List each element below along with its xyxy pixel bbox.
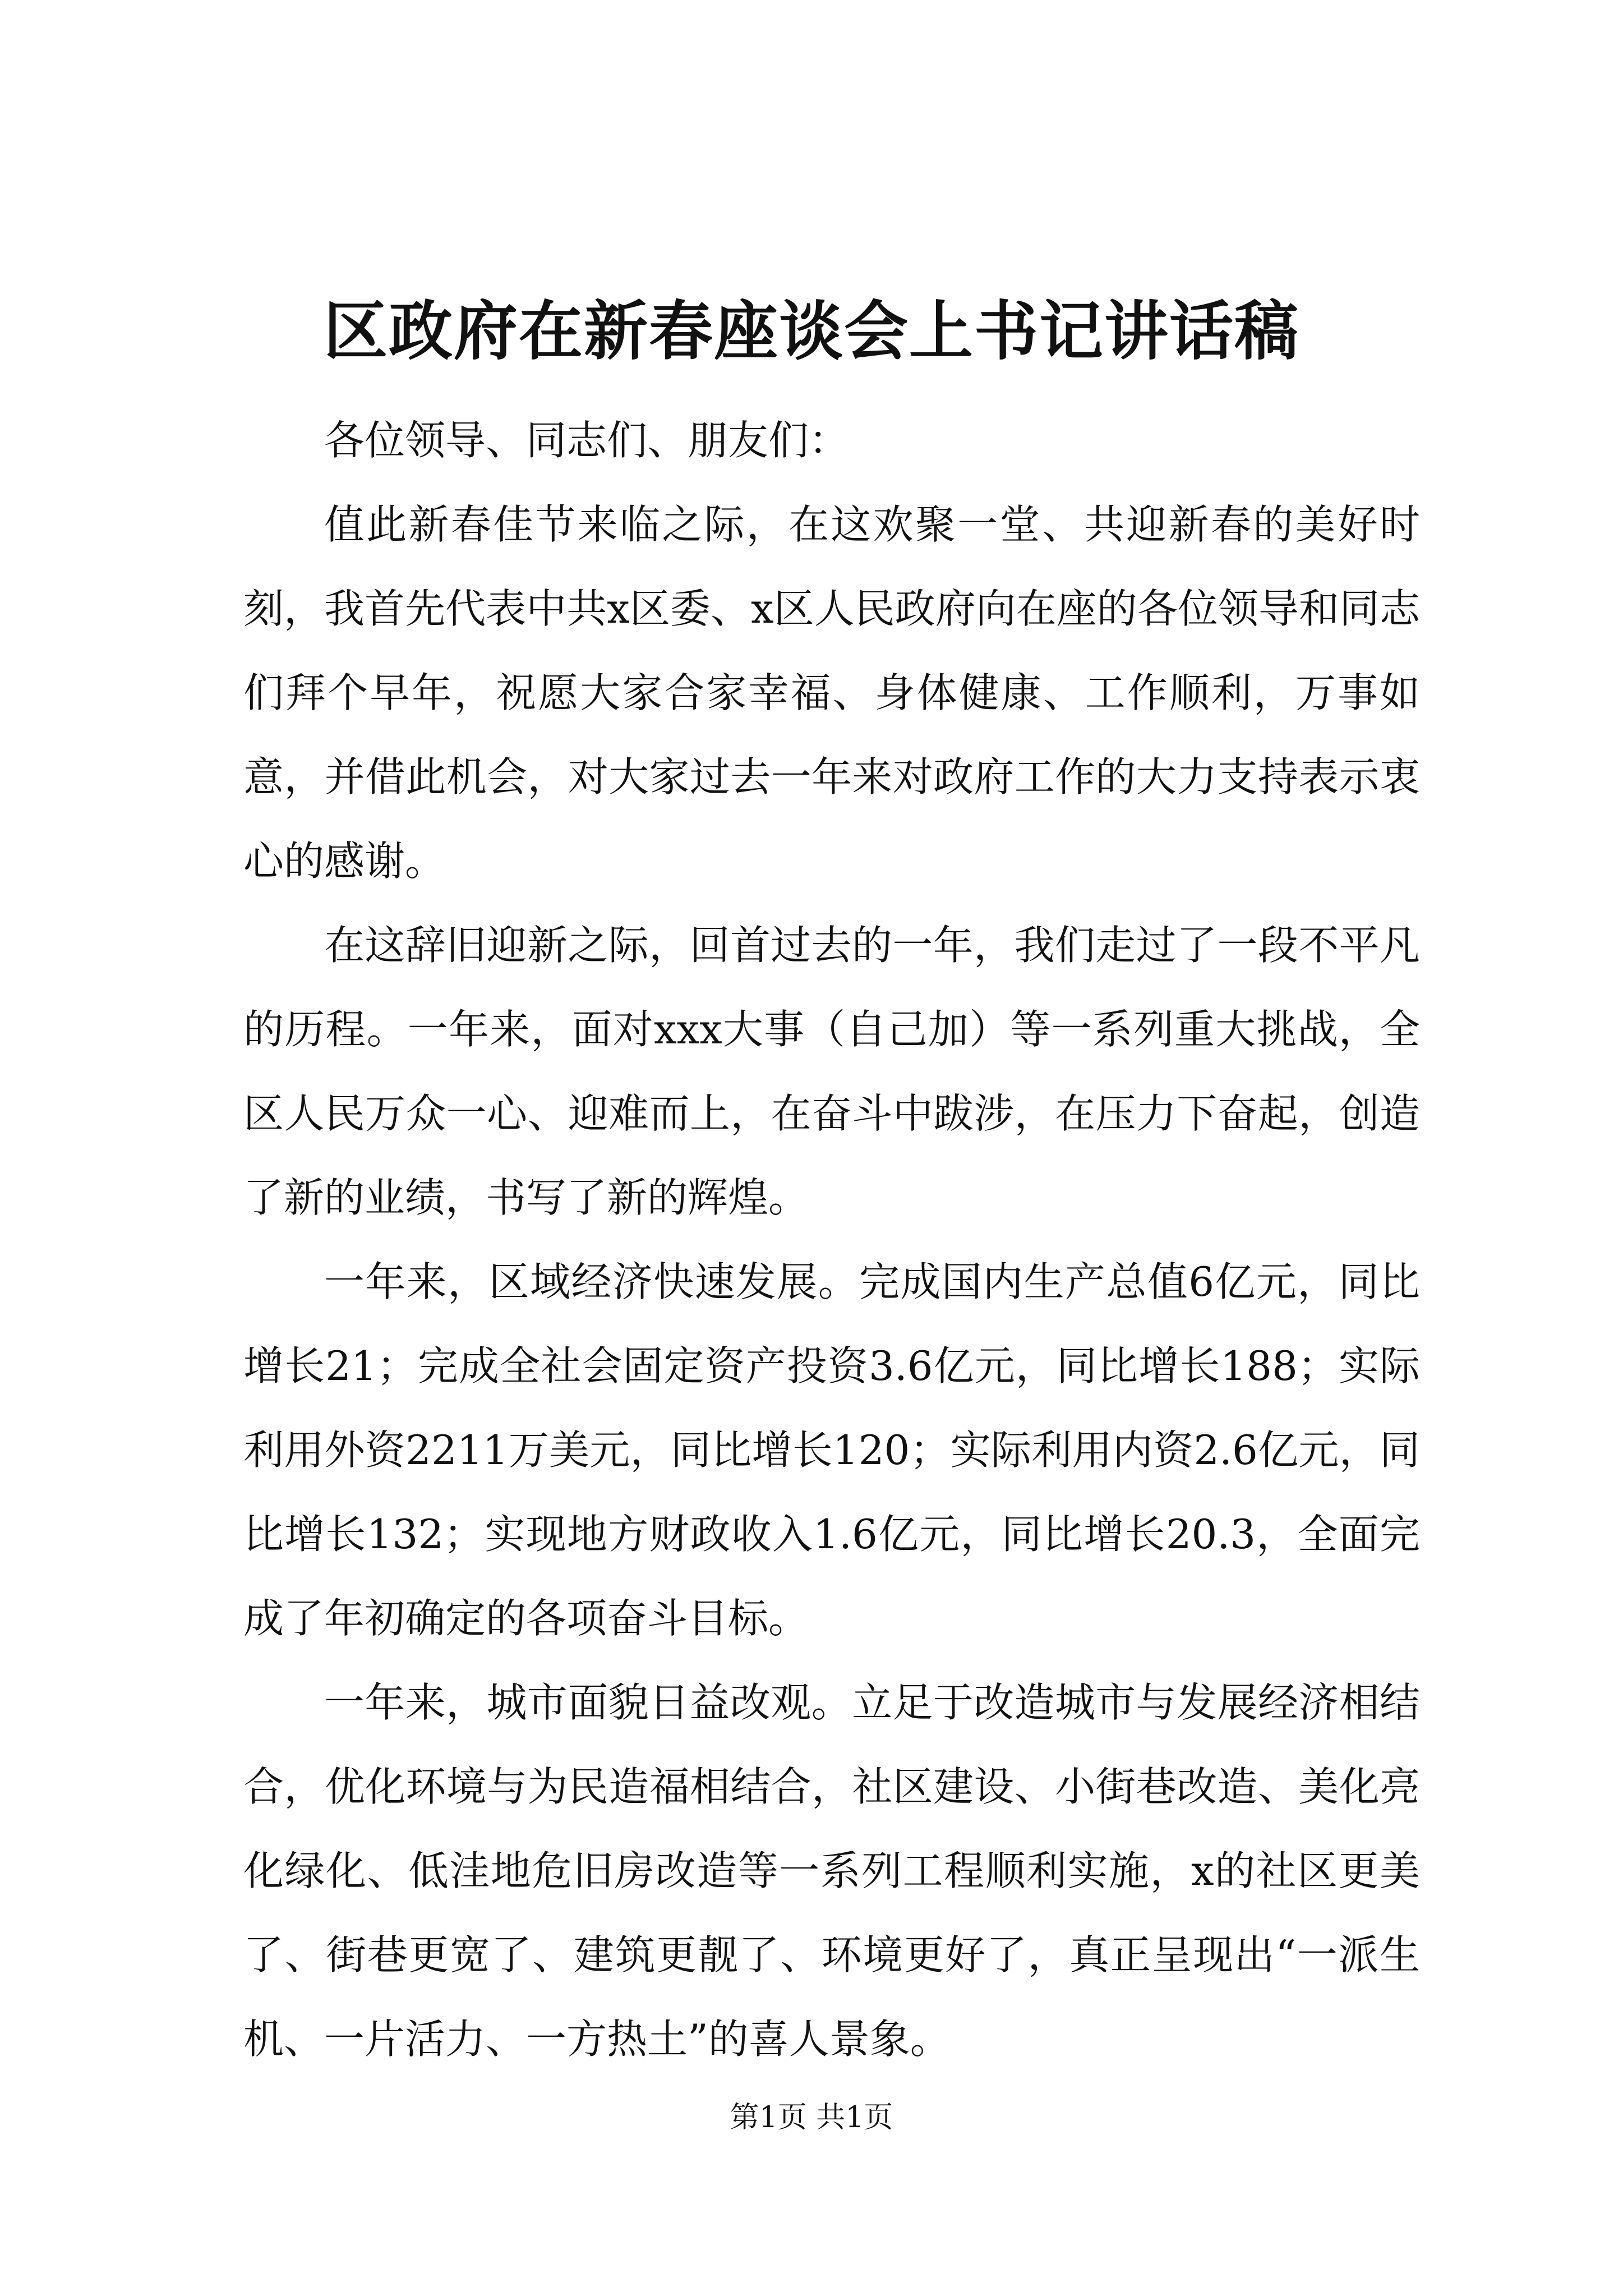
page-footer: 第1页 共1页 xyxy=(730,2101,893,2134)
review-paragraph: 在这辞旧迎新之际，回首过去的一年，我们走过了一段不平凡的历程。一年来，面对xxx大事（自己加）等一系列重大挑战，全区人民万众一心、迎难而上，在奋斗中跋涉，在压力下奋起，创造了新的业绩，书写了新的辉煌。 xyxy=(243,922,1420,1221)
document-title: 区政府在新春座谈会上书记讲话稿 xyxy=(323,293,1299,369)
document-body xyxy=(243,398,1420,2081)
economy-paragraph: 一年来，区域经济快速发展。完成国内生产总值6亿元，同比增长21；完成全社会固定资产投资3.6亿元，同比增长188；实际利用外资2211万美元，同比增长120；实际利用内资2.6亿元，同比增长132；实现地方财政收入1.6亿元，同比增长20.3，全面完成了年初确定的各项奋斗目标。 xyxy=(243,1258,1420,1642)
greeting-paragraph: 值此新春佳节来临之际，在这欢聚一堂、共迎新春的美好时刻，我首先代表中共x区委、x区人民政府向在座的各位领导和同志们拜个早年，祝愿大家合家幸福、身体健康、工作顺利，万事如意，并借此机会，对大家过去一年来对政府工作的大力支持表示衷心的感谢。 xyxy=(243,501,1420,885)
city-paragraph: 一年来，城市面貌日益改观。立足于改造城市与发展经济相结合，优化环境与为民造福相结合，社区建设、小街巷改造、美化亮化绿化、低洼地危旧房改造等一系列工程顺利实施，x的社区更美了、街巷更宽了、建筑更靓了、环境更好了，真正呈现出“一派生机、一片活力、一方热土”的喜人景象。 xyxy=(243,1679,1420,2063)
salutation-paragraph: 各位领导、同志们、朋友们： xyxy=(324,417,850,464)
